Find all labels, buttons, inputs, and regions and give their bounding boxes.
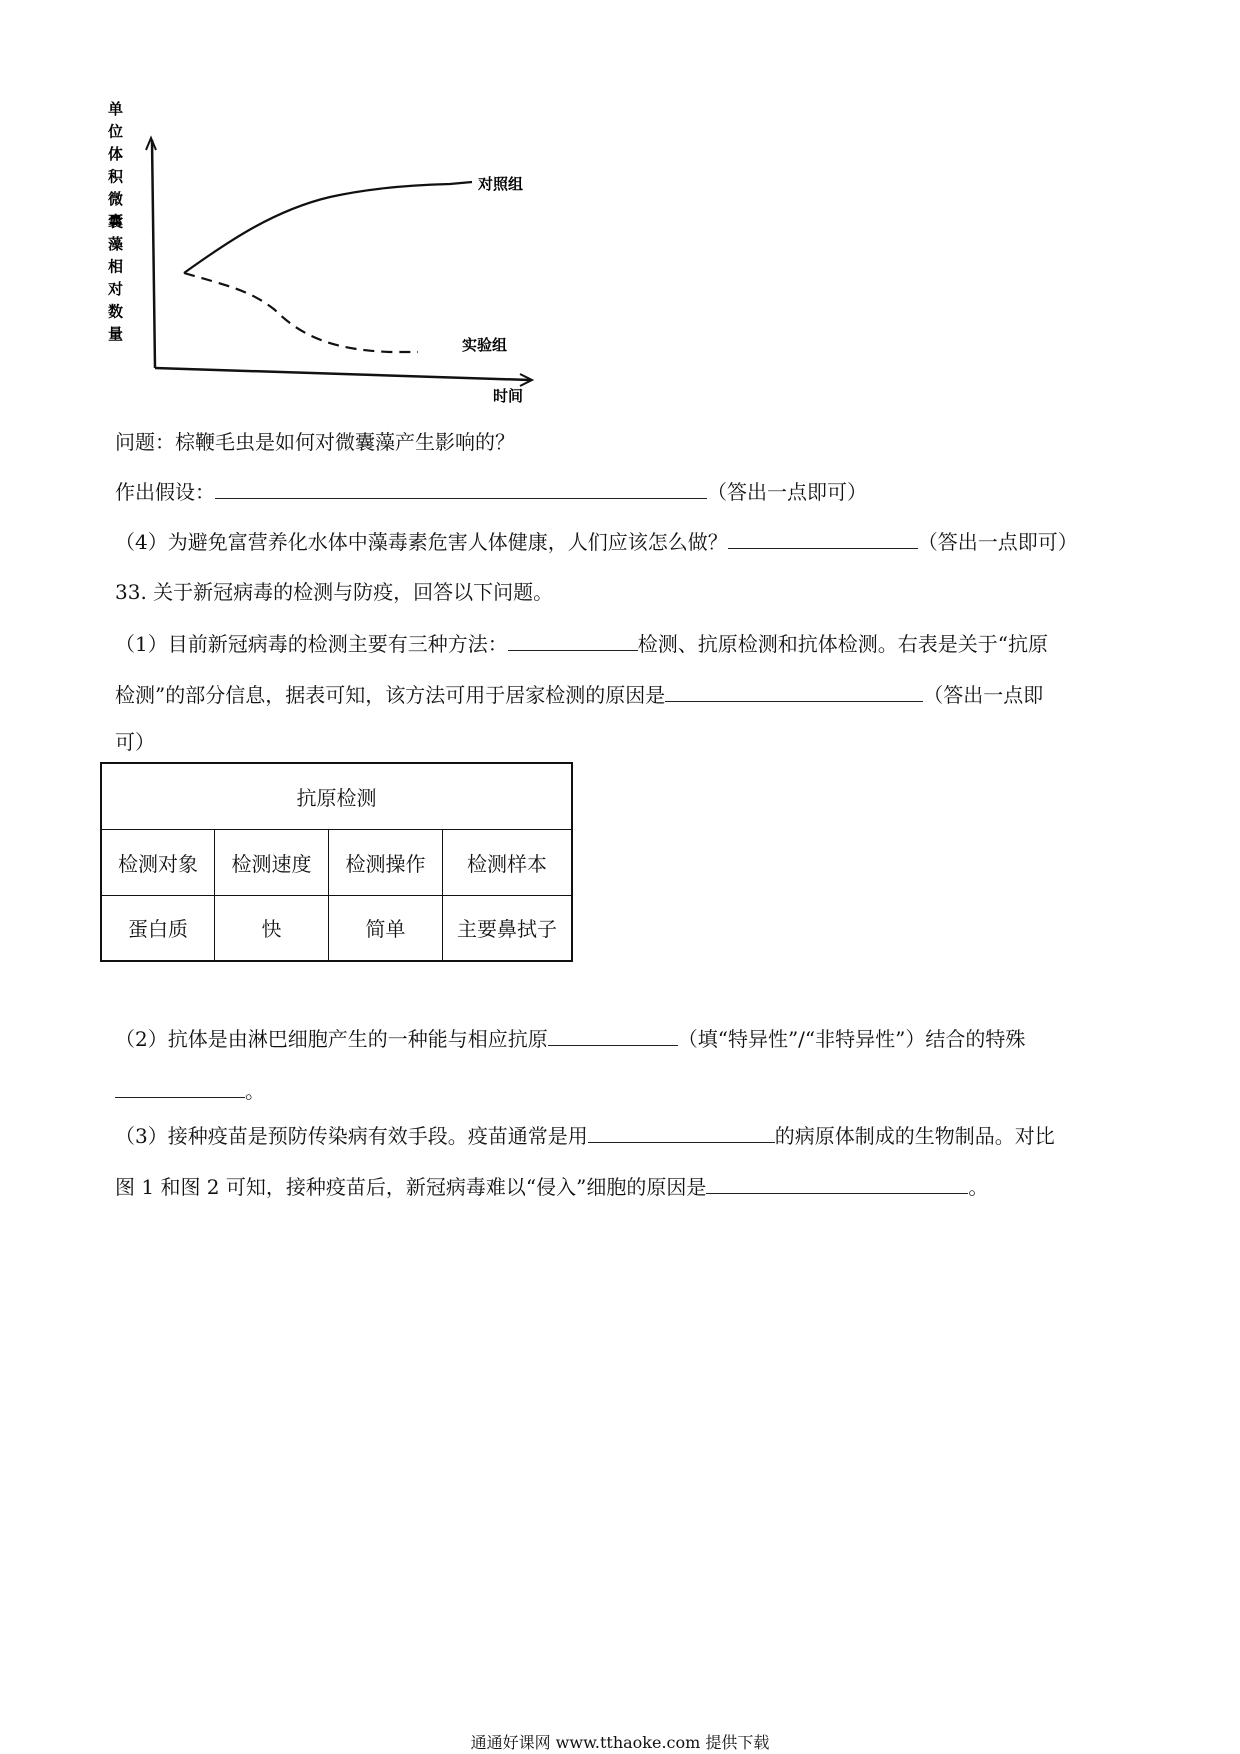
y-axis-label-char: 体 bbox=[108, 145, 124, 163]
table-cell: 蛋白质 bbox=[101, 895, 215, 961]
q33-2-blank2[interactable] bbox=[115, 1077, 245, 1098]
table-header: 检测操作 bbox=[329, 829, 443, 895]
hypothesis-label: 作出假设： bbox=[115, 480, 215, 504]
y-axis-label-char: 藻 bbox=[108, 235, 124, 253]
q33-3-line2 bbox=[115, 1173, 988, 1201]
q33-3-text-a: （3）接种疫苗是预防传染病有效手段。疫苗通常是用 bbox=[115, 1124, 588, 1148]
y-axis-label bbox=[107, 100, 124, 343]
q33-3-line1 bbox=[115, 1122, 1055, 1150]
q33-2-text-b: （填“特异性”/“非特异性”）结合的特殊 bbox=[677, 1027, 1026, 1051]
q33-1-line2 bbox=[115, 681, 1043, 709]
q33-1-line3 bbox=[115, 728, 155, 756]
q4-note: （答出一点即可） bbox=[917, 530, 1078, 554]
footer: 通通好课网 www.tthaoke.com 提供下载 bbox=[470, 1733, 770, 1752]
y-axis bbox=[152, 140, 155, 368]
q33-2-line1 bbox=[115, 1025, 1025, 1053]
q33-3-text-c: 图 1 和图 2 可知，接种疫苗后，新冠病毒难以“侵入”细胞的原因是 bbox=[115, 1175, 707, 1199]
y-axis-label-char: 单 bbox=[108, 100, 124, 118]
population-chart bbox=[100, 100, 560, 410]
q33-1-text-c: 检测”的部分信息，据表可知，该方法可用于居家检测的原因是 bbox=[115, 683, 666, 707]
q33-2-text-a: （2）抗体是由淋巴细胞产生的一种能与相应抗原 bbox=[115, 1027, 548, 1051]
y-axis-label-char: 对 bbox=[108, 280, 124, 298]
antigen-test-table bbox=[100, 762, 573, 962]
q33-1-blank1[interactable] bbox=[508, 630, 638, 651]
q4-line bbox=[115, 528, 1078, 556]
hypothesis-note: （答出一点即可） bbox=[707, 480, 867, 504]
x-axis bbox=[155, 368, 530, 380]
series-control-label: 对照组 bbox=[478, 175, 524, 193]
q33-3-text-d: 。 bbox=[968, 1175, 989, 1199]
q4-blank[interactable] bbox=[728, 528, 918, 549]
q33-3-text-b: 的病原体制成的生物制品。对比 bbox=[774, 1124, 1055, 1148]
y-axis-label-char: 量 bbox=[108, 325, 124, 343]
table-header: 检测对象 bbox=[101, 829, 215, 895]
table-cell: 主要鼻拭子 bbox=[443, 895, 573, 961]
q33-1-text-d: （答出一点即 bbox=[923, 683, 1044, 707]
q33-2-line2 bbox=[115, 1077, 265, 1105]
table-cell: 简单 bbox=[329, 895, 443, 961]
q33-title bbox=[115, 578, 553, 606]
series-experiment-label: 实验组 bbox=[462, 336, 508, 354]
y-axis-label-char: 相 bbox=[108, 257, 124, 276]
question-text: 问题：棕鞭毛虫是如何对微囊藻产生影响的？ bbox=[115, 430, 515, 454]
y-axis-label-char: 微 bbox=[108, 190, 124, 208]
q33-1-text-a: （1）目前新冠病毒的检测主要有三种方法： bbox=[115, 632, 508, 656]
q33-1-line1 bbox=[115, 630, 1048, 658]
table-title: 抗原检测 bbox=[101, 763, 572, 829]
q33-title-text: 33. 关于新冠病毒的检测与防疫，回答以下问题。 bbox=[115, 580, 554, 604]
hypothesis-blank[interactable] bbox=[215, 478, 707, 499]
table-cell: 快 bbox=[215, 895, 329, 961]
q33-1-blank2[interactable] bbox=[665, 681, 923, 702]
table-header: 检测速度 bbox=[215, 829, 329, 895]
hypothesis-line bbox=[115, 478, 867, 506]
q33-1-text-b: 检测、抗原检测和抗体检测。右表是关于“抗原 bbox=[637, 632, 1048, 656]
q33-3-blank2[interactable] bbox=[706, 1173, 968, 1194]
x-axis-label: 时间 bbox=[493, 387, 524, 405]
series-control-line bbox=[184, 182, 472, 273]
q4-text: （4）为避免富营养化水体中藻毒素危害人体健康，人们应该怎么做？ bbox=[115, 530, 728, 554]
y-axis-label-char: 数 bbox=[108, 302, 124, 321]
y-axis-label-char: 位 bbox=[108, 122, 124, 141]
q33-3-blank1[interactable] bbox=[588, 1122, 775, 1143]
q33-2-blank1[interactable] bbox=[548, 1025, 678, 1046]
question-line bbox=[115, 428, 515, 456]
table-header: 检测样本 bbox=[443, 829, 573, 895]
y-axis-label-char: 积 bbox=[108, 167, 124, 186]
q33-1-text-e: 可） bbox=[115, 730, 155, 754]
series-experiment-line bbox=[184, 273, 418, 352]
q33-2-text-c: 。 bbox=[245, 1079, 265, 1103]
y-axis-label-char: 囊 bbox=[108, 212, 124, 231]
